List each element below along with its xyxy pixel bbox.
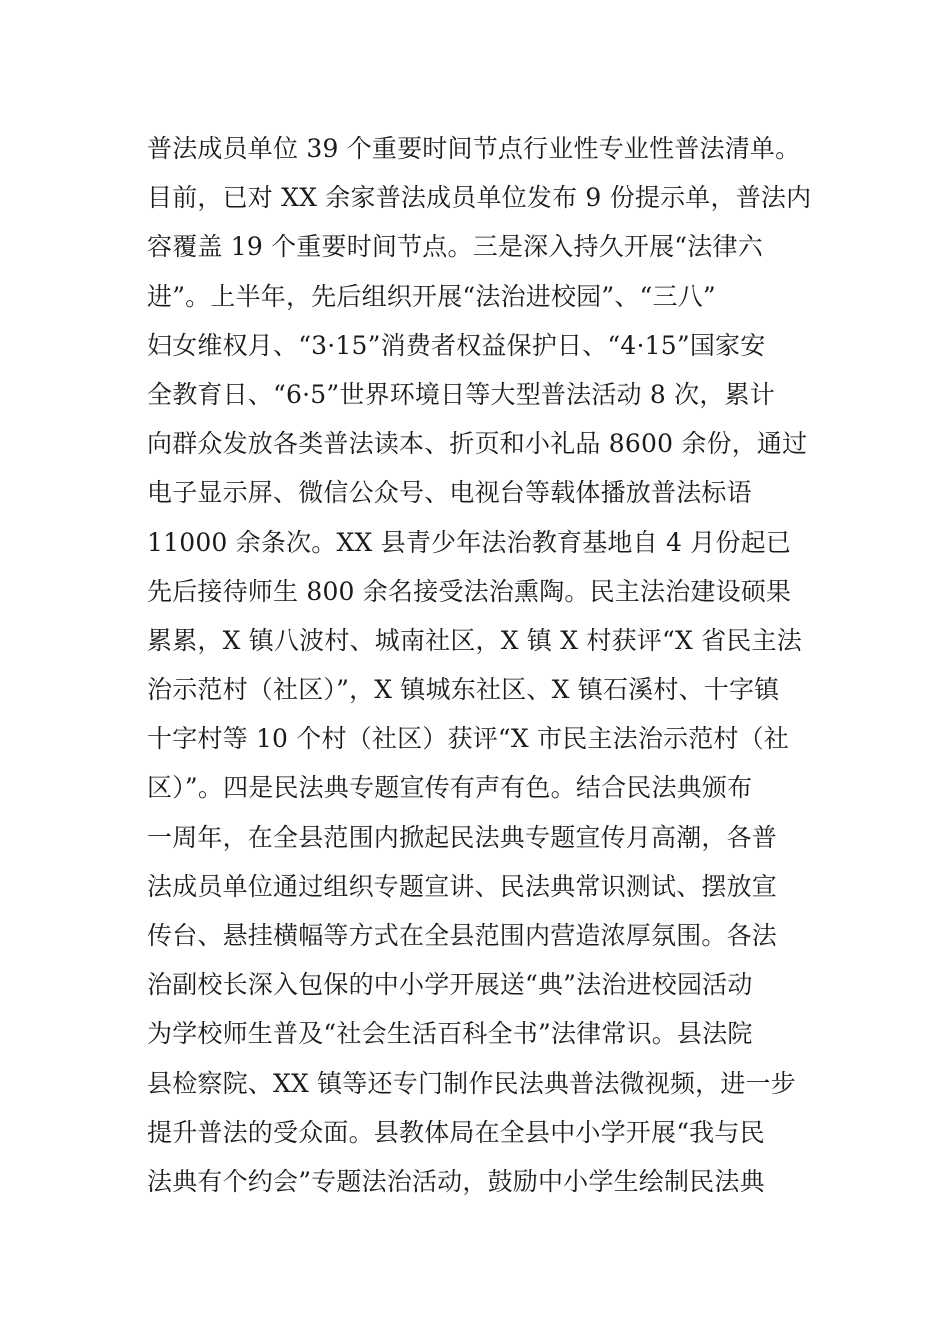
text-line: 容覆盖 19 个重要时间节点。三是深入持久开展“法律六: [147, 232, 763, 262]
text-line: 电子显示屏、微信公众号、电视台等载体播放普法标语: [147, 478, 752, 508]
text-line: 治副校长深入包保的中小学开展送“典”法治进校园活动: [147, 970, 753, 1000]
text-line: 先后接待师生 800 余名接受法治熏陶。民主法治建设硕果: [147, 576, 792, 606]
text-line: 11000 余条次。XX 县青少年法治教育基地自 4 月份起已: [147, 527, 792, 557]
text-line: 十字村等 10 个村（社区）获评“X 市民主法治示范村（社: [147, 724, 790, 754]
text-line: 向群众发放各类普法读本、折页和小礼品 8600 余份，通过: [147, 429, 808, 459]
text-line: 全教育日、“6·5”世界环境日等大型普法活动 8 次，累计: [147, 379, 775, 409]
text-line: 区）”。四是民法典专题宣传有声有色。结合民法典颁布: [147, 773, 753, 803]
text-line: 妇女维权月、“3·15”消费者权益保护日、“4·15”国家安: [147, 330, 766, 360]
text-line: 传台、悬挂横幅等方式在全县范围内营造浓厚氛围。各法: [147, 921, 778, 950]
text-line: 为学校师生普及“社会生活百科全书”法律常识。县法院: [147, 1019, 753, 1049]
text-line: 进”。上半年，先后组织开展“法治进校园”、“三八”: [147, 281, 716, 311]
text-line: 县检察院、XX 镇等还专门制作民法典普法微视频，进一步: [147, 1068, 796, 1098]
text-line: 治示范村（社区）”，X 镇城东社区、X 镇石溪村、十字镇: [147, 675, 780, 705]
text-line: 一周年，在全县范围内掀起民法典专题宣传月高潮，各普: [147, 822, 778, 852]
text-line: 目前，已对 XX 余家普法成员单位发布 9 份提示单，普法内: [147, 183, 812, 213]
document-body: [147, 124, 817, 1206]
text-line: 累累，X 镇八波村、城南社区，X 镇 X 村获评“X 省民主法: [147, 625, 802, 655]
text-line: 普法成员单位 39 个重要时间节点行业性专业性普法清单。: [147, 134, 801, 163]
text-line: 提升普法的受众面。县教体局在全县中小学开展“我与民: [147, 1117, 765, 1147]
text-line: 法成员单位通过组织专题宣讲、民法典常识测试、摆放宣: [147, 871, 778, 901]
text-line: 法典有个约会”专题法治活动，鼓励中小学生绘制民法典: [147, 1166, 765, 1196]
